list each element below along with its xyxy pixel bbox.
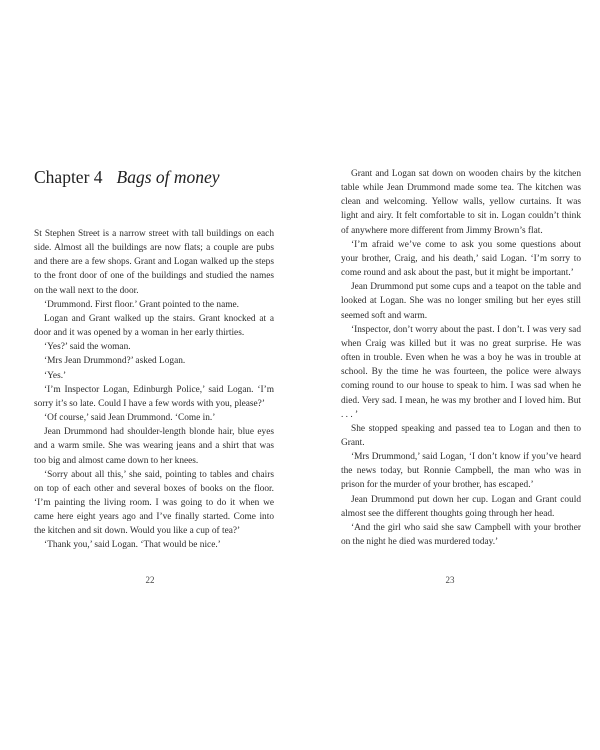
right-page <box>300 0 600 750</box>
paragraph: ‘Of course,’ said Jean Drummond. ‘Come in.’ <box>44 413 216 424</box>
paragraph: ‘I’m afraid we’ve come to ask you some questions about your brother, Craig, and his death,’ said Logan. ‘I’m sorry to come round and ask about the past, but it might be important.’ <box>341 239 581 279</box>
left-page-body <box>34 227 274 553</box>
paragraph: Jean Drummond put some cups and a teapot on the table and looked at Logan. She was no longer smiling but her eyes still seemed soft and warm. <box>341 282 581 321</box>
page-number: 23 <box>445 575 455 585</box>
paragraph: ‘I’m Inspector Logan, Edinburgh Police,’ said Logan. ‘I’m sorry it’s so late. Could I have a few words with you, please?’ <box>34 384 274 409</box>
chapter-number: Chapter 4 <box>34 167 103 187</box>
paragraph: ‘Yes?’ said the woman. <box>44 342 131 353</box>
paragraph: Jean Drummond had shoulder-length blonde hair, blue eyes and a warm smile. She was wearing jeans and a shirt that was too big and almost came down to her knees. <box>34 427 274 466</box>
paragraph: Jean Drummond put down her cup. Logan and Grant could almost see the different thoughts going through her head. <box>341 494 581 519</box>
chapter-title: Bags of money <box>116 167 220 187</box>
paragraph: ‘And the girl who said she saw Campbell with your brother on the night he died was murdered today.’ <box>341 522 581 548</box>
paragraph: St Stephen Street is a narrow street with tall buildings on each side. Almost all the buildings are now flats; a couple are pubs and there are a few shops. Grant and Logan walked up the steps to the front door of one of the buildings and studied the names on the wall next to the door. <box>34 229 274 296</box>
paragraph: Grant and Logan sat down on wooden chairs by the kitchen table while Jean Drummond made some tea. The kitchen was clean and welcoming. Yellow walls, yellow curtains. It was light and airy. It felt comfortable to sit in. Logan couldn’t think of anywhere more different from Jimmy Brown’s flat. <box>341 169 581 236</box>
paragraph: Logan and Grant walked up the stairs. Grant knocked at a door and it was opened by a woman in her early thirties. <box>34 313 274 339</box>
paragraph: She stopped speaking and passed tea to Logan and then to Grant. <box>341 423 581 448</box>
paragraph: ‘Sorry about all this,’ she said, pointing to tables and chairs on top of each other and several boxes of books on the floor. ‘I’m painting the living room. I was going to do it when we came here eight years ago and I’ve finally started. Come into the kitchen and sit down. Would you like a cup of tea?’ <box>34 469 274 537</box>
page-number: 22 <box>145 575 155 585</box>
paragraph: ‘Thank you,’ said Logan. ‘That would be nice.’ <box>44 540 221 551</box>
paragraph: ‘Mrs Drummond,’ said Logan, ‘I don’t know if you’ve heard the news today, but Ronnie Campbell, the man who was in prison for the murder of your brother, has escaped.’ <box>341 452 581 491</box>
right-page-body <box>341 167 581 549</box>
chapter-heading <box>34 166 220 188</box>
paragraph: ‘Yes.’ <box>44 370 67 381</box>
paragraph: ‘Drummond. First floor.’ Grant pointed to the name. <box>44 299 239 310</box>
paragraph: ‘Mrs Jean Drummond?’ asked Logan. <box>44 356 186 367</box>
paragraph: ‘Inspector, don’t worry about the past. I don’t. I was very sad when Craig was killed but it was no great surprise. He was often in trouble. Even when he was a boy he was in trouble at school. By the time he was fourteen, the police were always coming round to our house to speak to him. I was sad when he died. Very sad. I mean, he was my brother and I loved him. But . . . ’ <box>341 324 581 420</box>
